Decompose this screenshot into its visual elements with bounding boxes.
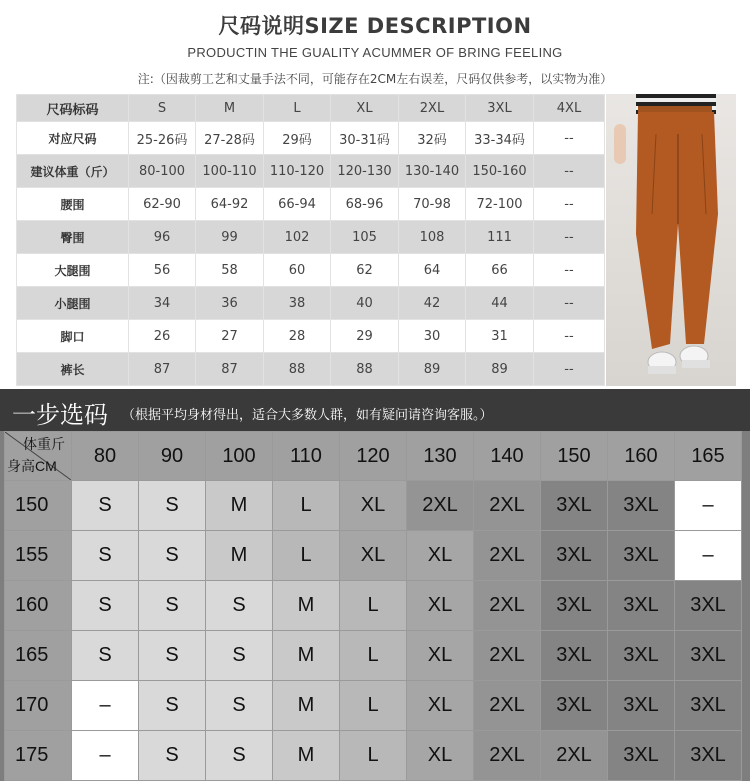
size-chart-cell: 26 — [129, 320, 196, 353]
size-chart-cell: 89 — [466, 353, 534, 386]
size-selector-header — [0, 389, 750, 431]
size-recommendation-cell: 2XL — [407, 481, 474, 531]
size-recommendation-cell: S — [72, 531, 139, 581]
size-chart-row — [17, 122, 605, 155]
size-chart-cell: -- — [534, 122, 605, 155]
size-recommendation-cell: – — [72, 731, 139, 781]
size-chart-cell: 30-31码 — [331, 122, 399, 155]
size-recommendation-cell: 3XL — [608, 731, 675, 781]
size-chart-cell: -- — [534, 320, 605, 353]
size-chart-cell: 105 — [331, 221, 399, 254]
height-row-header: 165 — [5, 631, 72, 681]
size-chart-cell: 36 — [196, 287, 264, 320]
size-chart-cell: -- — [534, 155, 605, 188]
size-chart-cell: 64-92 — [196, 188, 264, 221]
height-row-header: 175 — [5, 731, 72, 781]
size-recommendation-cell: 3XL — [541, 581, 608, 631]
size-recommendation-cell: 3XL — [541, 681, 608, 731]
size-recommendation-cell: S — [139, 481, 206, 531]
size-recommendation-cell: – — [72, 681, 139, 731]
size-chart-row — [17, 221, 605, 254]
size-chart-cell: -- — [534, 353, 605, 386]
size-selector-section — [0, 389, 750, 781]
size-recommendation-cell: 3XL — [675, 681, 742, 731]
size-recommendation-cell: S — [72, 581, 139, 631]
height-row-header: 150 — [5, 481, 72, 531]
size-chart-row-label: 对应尺码 — [17, 122, 129, 155]
size-chart-cell: 30 — [399, 320, 466, 353]
height-weight-grid — [4, 431, 742, 781]
page-subtitle: PRODUCTIN THE GUALITY ACUMMER OF BRING FEELING — [187, 45, 563, 60]
size-chart-cell: 62-90 — [129, 188, 196, 221]
size-recommendation-cell: 2XL — [474, 581, 541, 631]
size-recommendation-cell: S — [72, 631, 139, 681]
size-chart-cell: 88 — [331, 353, 399, 386]
size-chart-cell: 64 — [399, 254, 466, 287]
size-chart-cell: 89 — [399, 353, 466, 386]
height-row — [5, 481, 742, 531]
size-recommendation-cell: S — [72, 481, 139, 531]
size-recommendation-cell: XL — [407, 531, 474, 581]
size-chart-cell: 80-100 — [129, 155, 196, 188]
weight-column-header: 110 — [273, 432, 340, 481]
brown-pants-icon — [606, 94, 736, 386]
size-recommendation-cell: S — [206, 581, 273, 631]
size-recommendation-cell: 2XL — [474, 481, 541, 531]
size-chart-cell: 110-120 — [264, 155, 331, 188]
size-recommendation-cell: 3XL — [608, 681, 675, 731]
measurement-note: 注:（因裁剪工艺和丈量手法不同，可能存在2CM左右误差，尺码仅供参考，以实物为准） — [137, 72, 613, 86]
size-chart-cell: 66-94 — [264, 188, 331, 221]
size-chart-row — [17, 188, 605, 221]
size-chart-cell: 111 — [466, 221, 534, 254]
size-chart-cell: 72-100 — [466, 188, 534, 221]
size-chart-row — [17, 254, 605, 287]
size-chart-row — [17, 287, 605, 320]
size-chart-cell: 29码 — [264, 122, 331, 155]
size-column-header: 2XL — [399, 95, 466, 122]
size-chart-cell: 66 — [466, 254, 534, 287]
size-recommendation-cell: S — [206, 731, 273, 781]
weight-column-header: 100 — [206, 432, 273, 481]
weight-column-header: 165 — [675, 432, 742, 481]
size-recommendation-cell: L — [340, 731, 407, 781]
size-chart-cell: 38 — [264, 287, 331, 320]
size-recommendation-cell: 3XL — [675, 581, 742, 631]
size-recommendation-cell: XL — [407, 631, 474, 681]
size-recommendation-cell: S — [139, 631, 206, 681]
size-chart-cell: 99 — [196, 221, 264, 254]
size-recommendation-cell: XL — [407, 581, 474, 631]
size-recommendation-cell: XL — [340, 481, 407, 531]
size-column-header: XL — [331, 95, 399, 122]
weight-column-header: 140 — [474, 432, 541, 481]
size-chart-row-label: 腰围 — [17, 188, 129, 221]
size-chart-cell: 33-34码 — [466, 122, 534, 155]
size-chart-cell: 27 — [196, 320, 264, 353]
size-recommendation-cell: S — [139, 531, 206, 581]
size-recommendation-cell: 2XL — [474, 631, 541, 681]
size-chart-cell: 31 — [466, 320, 534, 353]
size-chart-cell: 87 — [129, 353, 196, 386]
size-chart-cell: -- — [534, 287, 605, 320]
size-recommendation-cell: S — [139, 581, 206, 631]
size-chart-cell: 100-110 — [196, 155, 264, 188]
size-recommendation-cell: 3XL — [541, 481, 608, 531]
size-chart-cell: 150-160 — [466, 155, 534, 188]
size-chart-header-label: 尺码标码 — [17, 95, 129, 122]
size-chart-row — [17, 155, 605, 188]
size-column-header: 3XL — [466, 95, 534, 122]
size-chart-row — [17, 353, 605, 386]
size-recommendation-cell: XL — [340, 531, 407, 581]
size-chart-cell: 88 — [264, 353, 331, 386]
size-recommendation-cell: S — [139, 681, 206, 731]
weight-column-header: 130 — [407, 432, 474, 481]
weight-column-header: 90 — [139, 432, 206, 481]
size-recommendation-cell: 3XL — [608, 531, 675, 581]
size-recommendation-cell: – — [675, 531, 742, 581]
size-recommendation-cell: M — [273, 581, 340, 631]
size-recommendation-cell: M — [273, 731, 340, 781]
height-row-header: 155 — [5, 531, 72, 581]
size-chart-cell: 32码 — [399, 122, 466, 155]
size-chart-row-label: 建议体重（斤） — [17, 155, 129, 188]
size-chart-cell: 108 — [399, 221, 466, 254]
size-column-header: 4XL — [534, 95, 605, 122]
size-column-header: M — [196, 95, 264, 122]
size-recommendation-cell: 2XL — [474, 731, 541, 781]
size-column-header: S — [129, 95, 196, 122]
size-chart-cell: 58 — [196, 254, 264, 287]
height-row — [5, 681, 742, 731]
page-title: 尺码说明SIZE DESCRIPTION — [218, 14, 532, 38]
size-recommendation-cell: 3XL — [675, 631, 742, 681]
size-recommendation-cell: L — [273, 531, 340, 581]
size-chart-row-label: 脚口 — [17, 320, 129, 353]
size-recommendation-cell: 2XL — [474, 531, 541, 581]
size-recommendation-cell: S — [206, 631, 273, 681]
size-recommendation-cell: L — [340, 681, 407, 731]
height-row — [5, 631, 742, 681]
size-chart-cell: 68-96 — [331, 188, 399, 221]
size-chart-cell: 62 — [331, 254, 399, 287]
size-chart-cell: 27-28码 — [196, 122, 264, 155]
size-selector-title: 一步选码 — [12, 401, 108, 429]
size-recommendation-cell: 3XL — [608, 481, 675, 531]
size-recommendation-cell: M — [206, 531, 273, 581]
weight-column-header: 150 — [541, 432, 608, 481]
size-recommendation-cell: 3XL — [541, 531, 608, 581]
size-recommendation-cell: M — [273, 681, 340, 731]
size-recommendation-cell: 3XL — [608, 631, 675, 681]
size-recommendation-cell: 3XL — [675, 731, 742, 781]
size-chart-cell: 130-140 — [399, 155, 466, 188]
size-chart-cell: 28 — [264, 320, 331, 353]
size-chart-cell: 44 — [466, 287, 534, 320]
weight-axis-label: 体重斤 — [23, 436, 65, 452]
size-recommendation-cell: L — [340, 631, 407, 681]
size-chart-row — [17, 320, 605, 353]
size-recommendation-cell: XL — [407, 681, 474, 731]
size-recommendation-cell: 3XL — [608, 581, 675, 631]
size-chart-header-row — [17, 95, 605, 122]
size-chart-cell: 56 — [129, 254, 196, 287]
size-chart-cell: 70-98 — [399, 188, 466, 221]
size-recommendation-cell: L — [340, 581, 407, 631]
size-recommendation-cell: M — [206, 481, 273, 531]
size-recommendation-cell: XL — [407, 731, 474, 781]
size-chart-cell: -- — [534, 254, 605, 287]
size-recommendation-cell: 3XL — [541, 631, 608, 681]
size-chart-cell: 120-130 — [331, 155, 399, 188]
size-chart-row-label: 小腿围 — [17, 287, 129, 320]
weight-header-row — [5, 432, 742, 481]
grid-corner — [5, 432, 72, 481]
size-chart-cell: 25-26码 — [129, 122, 196, 155]
size-column-header: L — [264, 95, 331, 122]
size-chart-cell: 34 — [129, 287, 196, 320]
product-photo — [606, 94, 736, 386]
size-recommendation-cell: – — [675, 481, 742, 531]
height-row — [5, 581, 742, 631]
size-recommendation-cell: 2XL — [474, 681, 541, 731]
height-row — [5, 731, 742, 781]
size-chart-cell: 29 — [331, 320, 399, 353]
size-recommendation-cell: M — [273, 631, 340, 681]
height-axis-label: 身高CM — [7, 458, 57, 474]
size-chart-cell: 96 — [129, 221, 196, 254]
size-chart-cell: 60 — [264, 254, 331, 287]
size-chart-cell: 40 — [331, 287, 399, 320]
size-chart-table — [16, 94, 605, 386]
size-recommendation-cell: S — [139, 731, 206, 781]
size-chart-cell: 102 — [264, 221, 331, 254]
size-chart-row-label: 臀围 — [17, 221, 129, 254]
size-chart-cell: -- — [534, 188, 605, 221]
height-row-header: 170 — [5, 681, 72, 731]
size-recommendation-cell: 2XL — [541, 731, 608, 781]
size-chart-cell: 42 — [399, 287, 466, 320]
size-chart-cell: 87 — [196, 353, 264, 386]
size-selector-subtitle: （根据平均身材得出，适合大多数人群，如有疑问请咨询客服。） — [122, 408, 493, 423]
weight-column-header: 120 — [340, 432, 407, 481]
weight-column-header: 80 — [72, 432, 139, 481]
height-row — [5, 531, 742, 581]
weight-column-header: 160 — [608, 432, 675, 481]
size-chart-row-label: 裤长 — [17, 353, 129, 386]
size-chart-cell: -- — [534, 221, 605, 254]
size-recommendation-cell: L — [273, 481, 340, 531]
size-recommendation-cell: S — [206, 681, 273, 731]
size-chart-row-label: 大腿围 — [17, 254, 129, 287]
height-row-header: 160 — [5, 581, 72, 631]
